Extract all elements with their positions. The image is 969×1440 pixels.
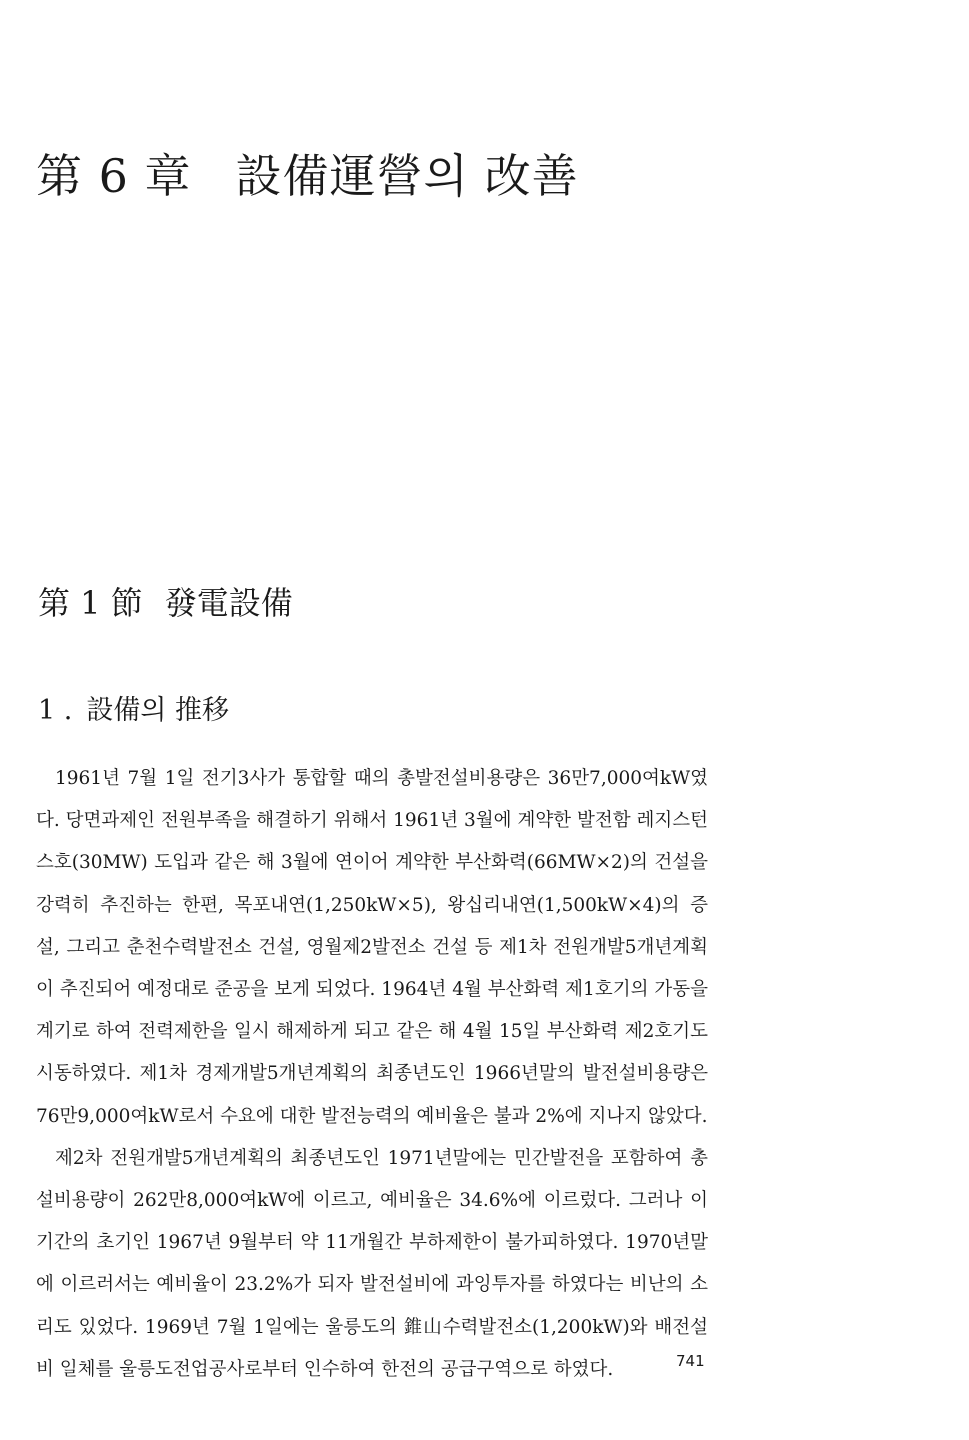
paragraph-1: 1961년 7월 1일 전기3사가 통합할 때의 총발전설비용량은 36만7,000여kW였다. 당면과제인 전원부족을 해결하기 위해서 1961년 3월에 계약한 발전함 레지스턴스호(30MW) 도입과 같은 해 3월에 연이어 계약한 부산화력(66MW×2)의 건설을 강력히 추진하는 한편, 목포내연(1,250kW×5), 왕십리내연(1,500kW×4)의 증설, 그리고 춘천수력발전소 건설, 영월제2발전소 건설 등 제1차 전원개발5개년계획이 추진되어 예정대로 준공을 보게 되었다. 1964년 4월 부산화력 제1호기의 가동을 계기로 하여 전력제한을 일시 해제하게 되고 같은 해 4월 15일 부산화력 제2호기도 시동하였다. 제1차 경제개발5개년계획의 최종년도인 1966년말의 발전설비용량은 76만9,000여kW로서 수요에 대한 발전능력의 예비율은 불과 2%에 지나지 않았다. (36, 768, 708, 1127)
body-text (36, 758, 708, 1391)
chapter-title (36, 140, 579, 206)
subsection-number: 1 . (38, 695, 73, 726)
page-number: 741 (676, 1352, 705, 1370)
subsection-name: 設備의 推移 (86, 695, 230, 726)
paragraph-2: 제2차 전원개발5개년계획의 최종년도인 1971년말에는 민간발전을 포함하여 총설비용량이 262만8,000여kW에 이르고, 예비율은 34.6%에 이르렀다. 그러나 이 기간의 초기인 1967년 9월부터 약 11개월간 부하제한이 불가피하였다. 1970년말에 이르러서는 예비율이 23.2%가 되자 발전설비에 과잉투자를 하였다는 비난의 소리도 있었다. 1969년 7월 1일에는 울릉도의 錐山수력발전소(1,200kW)와 배전설비 일체를 울릉도전업공사로부터 인수하여 한전의 공급구역으로 하였다. (36, 1147, 708, 1380)
chapter-number: 第 6 章 (36, 149, 192, 203)
chapter-name: 設備運營의 改善 (235, 149, 579, 203)
section-name: 發電設備 (164, 584, 293, 622)
section-number: 第 1 節 (38, 584, 143, 622)
subsection-title (38, 688, 229, 727)
section-title (38, 578, 293, 624)
